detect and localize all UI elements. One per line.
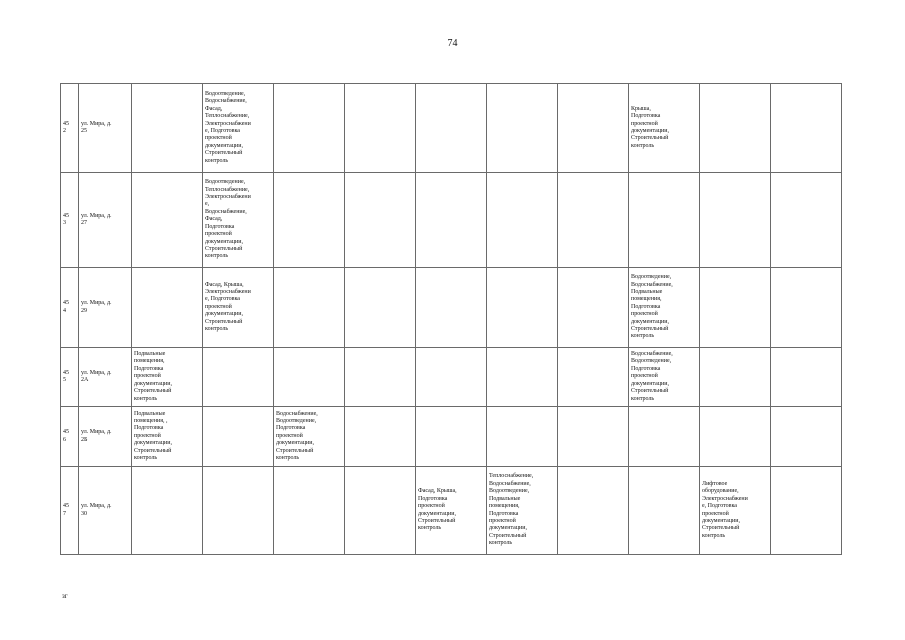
works-cell [700,173,771,268]
works-cell [487,173,558,268]
cell-text: ул. Мира, д. 30 [81,503,112,517]
cell-text: Водоснабжение, Водоотведение, Подготовка проектной документации, Строительный контроль [276,410,318,462]
row-number-cell [61,348,79,407]
works-cell [700,348,771,407]
works-cell [132,173,203,268]
page-number: 74 [447,38,458,49]
works-cell [558,407,629,467]
works-cell [416,84,487,173]
table-row [61,348,842,407]
works-cell [274,407,345,467]
works-cell [345,348,416,407]
works-cell [558,268,629,348]
works-cell [132,84,203,173]
cell-text: 45 3 [63,212,69,226]
works-cell [203,407,274,467]
works-cell [700,84,771,173]
works-cell [771,467,842,555]
works-cell [345,173,416,268]
table-row [61,467,842,555]
works-cell [629,268,700,348]
works-cell [629,348,700,407]
works-cell [771,348,842,407]
works-cell [416,268,487,348]
cell-text: 45 4 [63,300,69,314]
works-cell [132,407,203,467]
works-cell [558,84,629,173]
address-cell [79,407,132,467]
repair-schedule-table [60,83,842,555]
works-cell [132,268,203,348]
table-row [61,84,842,173]
cell-text: 45 6 [63,429,69,443]
works-cell [203,268,274,348]
row-number-cell [61,173,79,268]
works-cell [558,348,629,407]
works-cell [558,467,629,555]
works-cell [203,84,274,173]
cell-text: ул. Мира, д. 2Б [81,429,112,443]
cell-text: 45 2 [63,120,69,134]
works-cell [771,84,842,173]
works-cell [274,268,345,348]
cell-text: 45 7 [63,503,69,517]
cell-text: Фасад, Крыша, Электроснабжени е, Подготовка проектной документации, Строительный контроль [205,281,251,333]
works-cell [700,268,771,348]
works-cell [771,268,842,348]
cell-text: Крыша, Подготовка проектной документации, Строительный контроль [631,105,669,149]
cell-text: Теплоснабжение, Водоснабжение, Водоотведение, Подвальные помещения, Подготовка проектной документации, Строительный контроль [489,473,534,547]
works-cell [487,348,558,407]
works-cell [629,467,700,555]
row-number-cell [61,467,79,555]
table-row [61,268,842,348]
cell-text: Водоотведение, Водоснабжение, Подвальные помещения, Подготовка проектной документации, Строительный контроль [631,274,673,340]
address-cell [79,84,132,173]
works-cell [487,268,558,348]
works-cell [345,268,416,348]
works-cell [274,348,345,407]
cell-text: Подвальные помещения, , Подготовка проектной документации, Строительный контроль [134,410,172,462]
address-cell [79,348,132,407]
works-cell [203,348,274,407]
row-number-cell [61,84,79,173]
works-cell [771,407,842,467]
works-cell [274,84,345,173]
works-cell [345,84,416,173]
table-row [61,173,842,268]
works-cell [345,467,416,555]
table-row [61,407,842,467]
works-cell [274,173,345,268]
works-cell [416,173,487,268]
works-cell [416,467,487,555]
works-cell [629,84,700,173]
cell-text: Водоотведение, Теплоснабжение, Электроснабжени е, Водоснабжение, Фасад, Подготовка проектной документации, Строительный контроль [205,179,251,260]
works-cell [487,467,558,555]
works-cell [629,173,700,268]
works-cell [629,407,700,467]
footer-code: зг [62,592,68,600]
cell-text: Водоотведение, Водоснабжение, Фасад, Теплоснабжение, Электроснабжени е, Подготовка проектной документации, Строительный контроль [205,90,251,164]
works-cell [416,348,487,407]
works-cell [771,173,842,268]
cell-text: Водоснабжение, Водоотведение, Подготовка проектной документации, Строительный контроль [631,351,673,402]
works-cell [700,407,771,467]
cell-text: 45 5 [63,369,69,383]
cell-text: Лифтовое оборудование, Электроснабжени е, Подготовка проектной документации, Строительный контроль [702,480,748,539]
cell-text: ул. Мира, д. 2А [81,369,112,383]
works-cell [203,467,274,555]
works-cell [132,348,203,407]
works-cell [203,173,274,268]
row-number-cell [61,268,79,348]
cell-text: Фасад, Крыша, Подготовка проектной документации, Строительный контроль [418,488,457,532]
row-number-cell [61,407,79,467]
cell-text: ул. Мира, д. 27 [81,212,112,226]
cell-text: Подвальные помещения, Подготовка проектной документации, Строительный контроль [134,351,172,402]
works-cell [416,407,487,467]
works-cell [345,407,416,467]
cell-text: ул. Мира, д. 25 [81,120,112,134]
works-cell [487,407,558,467]
cell-text: ул. Мира, д. 29 [81,300,112,314]
address-cell [79,467,132,555]
address-cell [79,268,132,348]
works-cell [274,467,345,555]
works-cell [487,84,558,173]
address-cell [79,173,132,268]
works-cell [700,467,771,555]
works-cell [132,467,203,555]
works-cell [558,173,629,268]
